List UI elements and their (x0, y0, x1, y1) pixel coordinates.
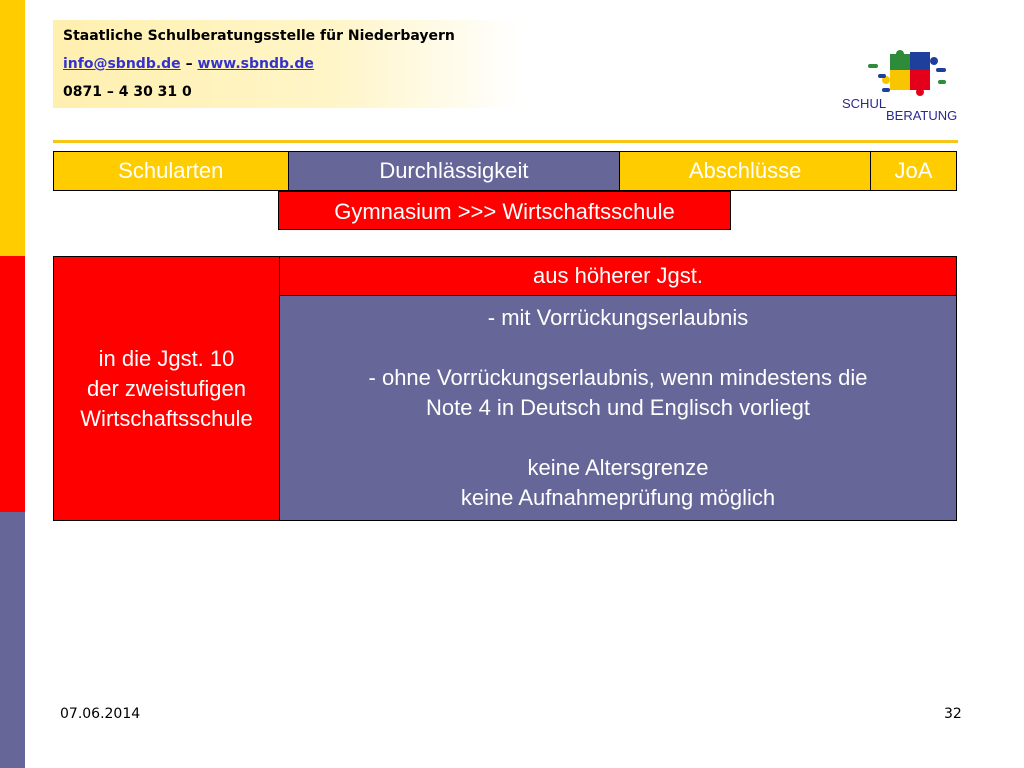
target-label-line-1: in die Jgst. 10 (98, 345, 235, 371)
tab-abschluesse[interactable]: Abschlüsse (620, 152, 871, 191)
logo-text-schul: SCHUL (842, 96, 887, 111)
left-strip-red (0, 256, 25, 512)
condition-line-3: Note 4 in Deutsch und Englisch vorliegt (426, 395, 810, 420)
contact-line (63, 56, 314, 72)
left-strip-purple (0, 512, 25, 768)
condition-line-2: - ohne Vorrückungserlaubnis, wenn mindestens die (368, 365, 868, 390)
target-label-cell (54, 257, 280, 521)
contact-separator: – (185, 56, 193, 72)
conditions-cell (280, 296, 957, 521)
schulberatung-logo (838, 48, 962, 124)
info-table (53, 256, 957, 521)
header-box (53, 20, 521, 108)
tab-durchlaessigkeit[interactable]: Durchlässigkeit (288, 152, 620, 191)
subtab-gymnasium-wirtschaftsschule[interactable]: Gymnasium >>> Wirtschaftsschule (278, 191, 731, 230)
condition-line-1: - mit Vorrückungserlaubnis (487, 305, 749, 330)
left-strip-yellow (0, 0, 25, 256)
source-header: aus höherer Jgst. (280, 257, 957, 296)
org-name: Staatliche Schulberatungsstelle für Niederbayern (63, 28, 455, 44)
spacer-line (280, 333, 956, 363)
condition-line-4: keine Altersgrenze (527, 455, 709, 480)
target-label-line-2: der zweistufigen (87, 375, 246, 401)
email-link[interactable]: info@sbndb.de (63, 56, 181, 72)
website-link[interactable]: www.sbndb.de (197, 56, 314, 72)
tab-schularten[interactable]: Schularten (54, 152, 289, 191)
condition-line-5: keine Aufnahmeprüfung möglich (460, 485, 776, 510)
logo-text-beratung: BERATUNG (886, 108, 958, 123)
header-divider (53, 140, 958, 143)
tab-joa[interactable]: JoA (870, 152, 956, 191)
phone-number: 0871 – 4 30 31 0 (63, 84, 192, 100)
page-number: 32 (944, 706, 962, 722)
spacer-line (280, 423, 956, 453)
footer-date: 07.06.2014 (60, 706, 141, 722)
nav-tabs (53, 151, 957, 191)
target-label-line-3: Wirtschaftsschule (80, 405, 253, 431)
